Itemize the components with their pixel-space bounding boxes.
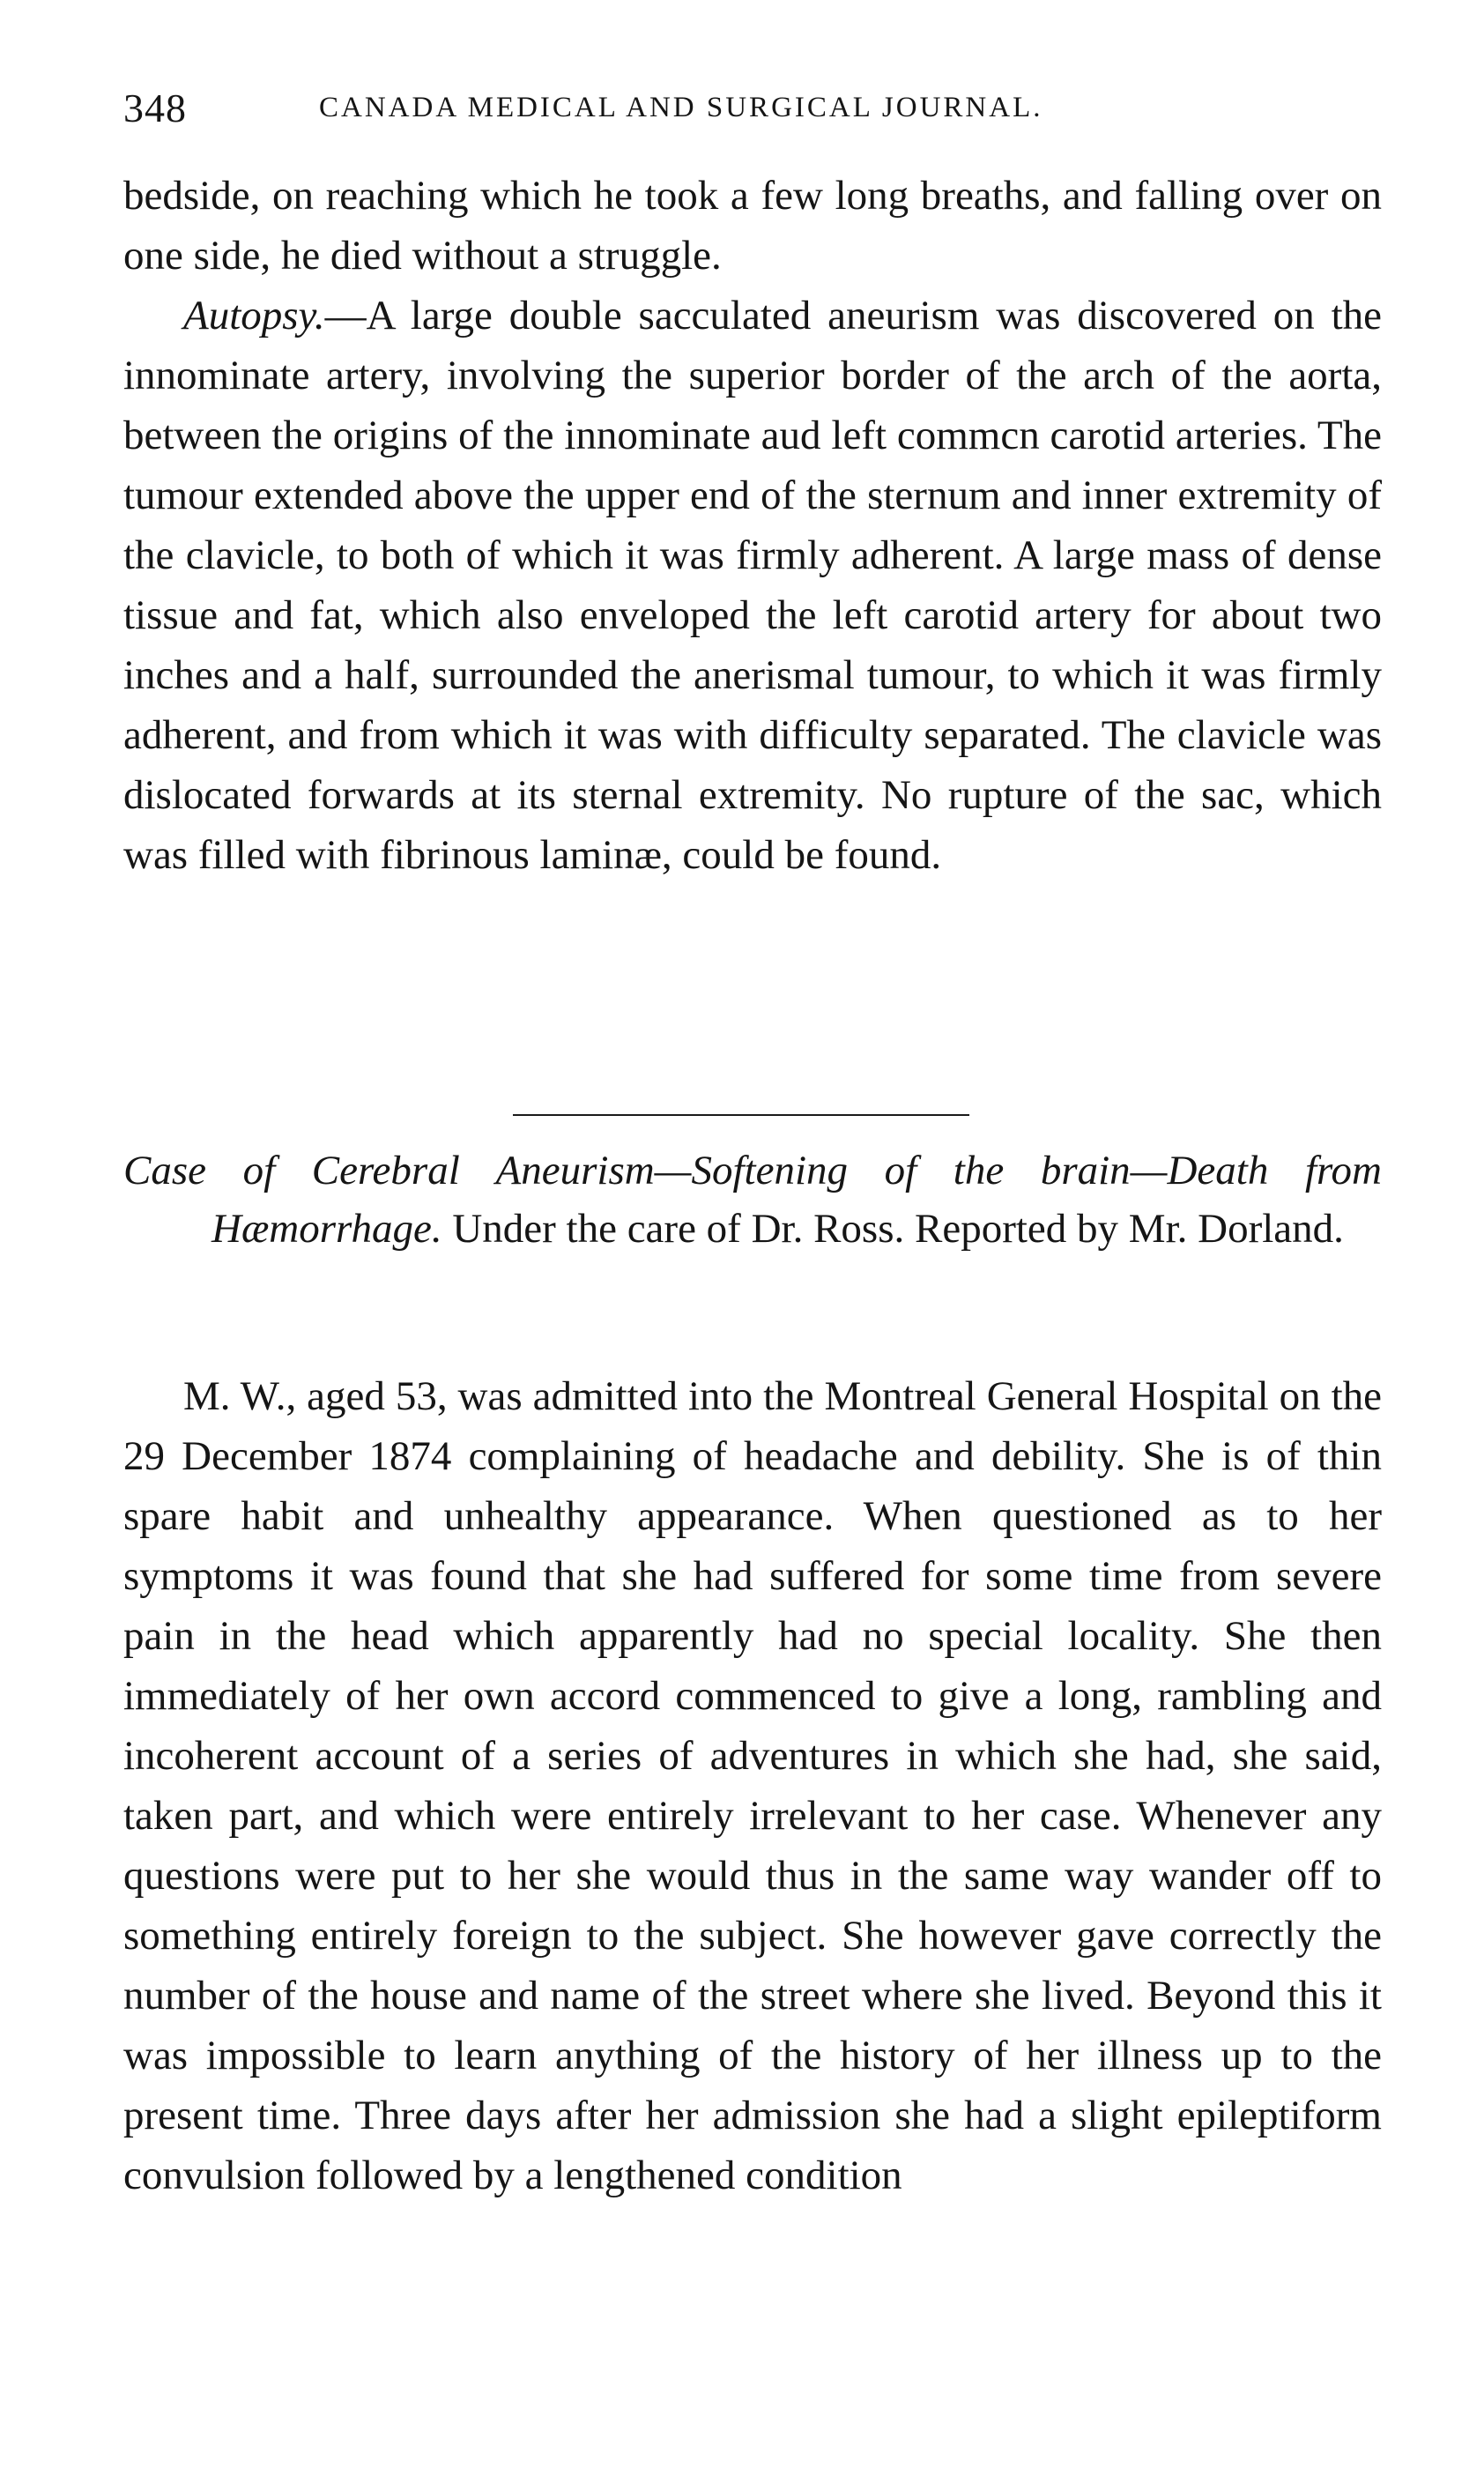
running-head (123, 85, 1384, 138)
autopsy-paragraph (123, 286, 1382, 885)
case-report-paragraph: M. W., aged 53, was admitted into the Montreal General Hospital on the 29 December 1874 complaining of headache and debility. She is of thin spare habit and unhealthy appearance. When questioned as to her symptoms it was found that she had suffered for some time from severe pain in the head which apparently had no special locality. She then immediately of her own accord commenced to give a long, rambling and incoherent account of a series of adventures in which she had, she said, taken part, and which were entirely irrelevant to her case. Whenever any questions were put to her she would thus in the same way wander off to something entirely foreign to the subject. She however gave correctly the number of the house and name of the street where she lived. Beyond this it was impossible to learn anything of the history of her illness up to the present time. Three days after her admission she had a slight epileptiform convulsion followed by a lengthened condition (123, 1373, 1382, 2198)
case-title-attribution: Under the care of Dr. Ross. Reported by Mr. Dorland. (441, 1206, 1344, 1252)
section-divider (513, 1114, 969, 1116)
case-title-italic: Case of Cerebral Aneurism—Softening of the brain—Death from Hæmorrhage. (123, 1148, 1382, 1252)
autopsy-label: Autopsy. (183, 293, 325, 338)
case-heading (123, 1141, 1382, 1258)
autopsy-section (123, 166, 1382, 885)
continuation-paragraph: bedside, on reaching which he took a few long breaths, and falling over on one side, he died without a struggle. (123, 173, 1382, 279)
journal-title: CANADA MEDICAL AND SURGICAL JOURNAL. (319, 92, 1043, 123)
case-report-section (123, 1366, 1382, 2205)
autopsy-text: —A large double sacculated aneurism was discovered on the innominate artery, involving the superior border of the arch of the aorta, between the origins of the innominate aud left commcn carotid arteries. The tumour extended above the upper end of the sternum and inner extremity of the clavicle, to both of which it was firmly adherent. A large mass of dense tissue and fat, which also enveloped the left carotid artery for about two inches and a half, surrounded the anerismal tumour, to which it was firmly adherent, and from which it was with difficulty separated. The clavicle was dislocated forwards at its sternal extremity. No rupture of the sac, which was filled with fibrinous laminæ, could be found. (123, 293, 1382, 878)
page-number: 348 (123, 86, 187, 130)
